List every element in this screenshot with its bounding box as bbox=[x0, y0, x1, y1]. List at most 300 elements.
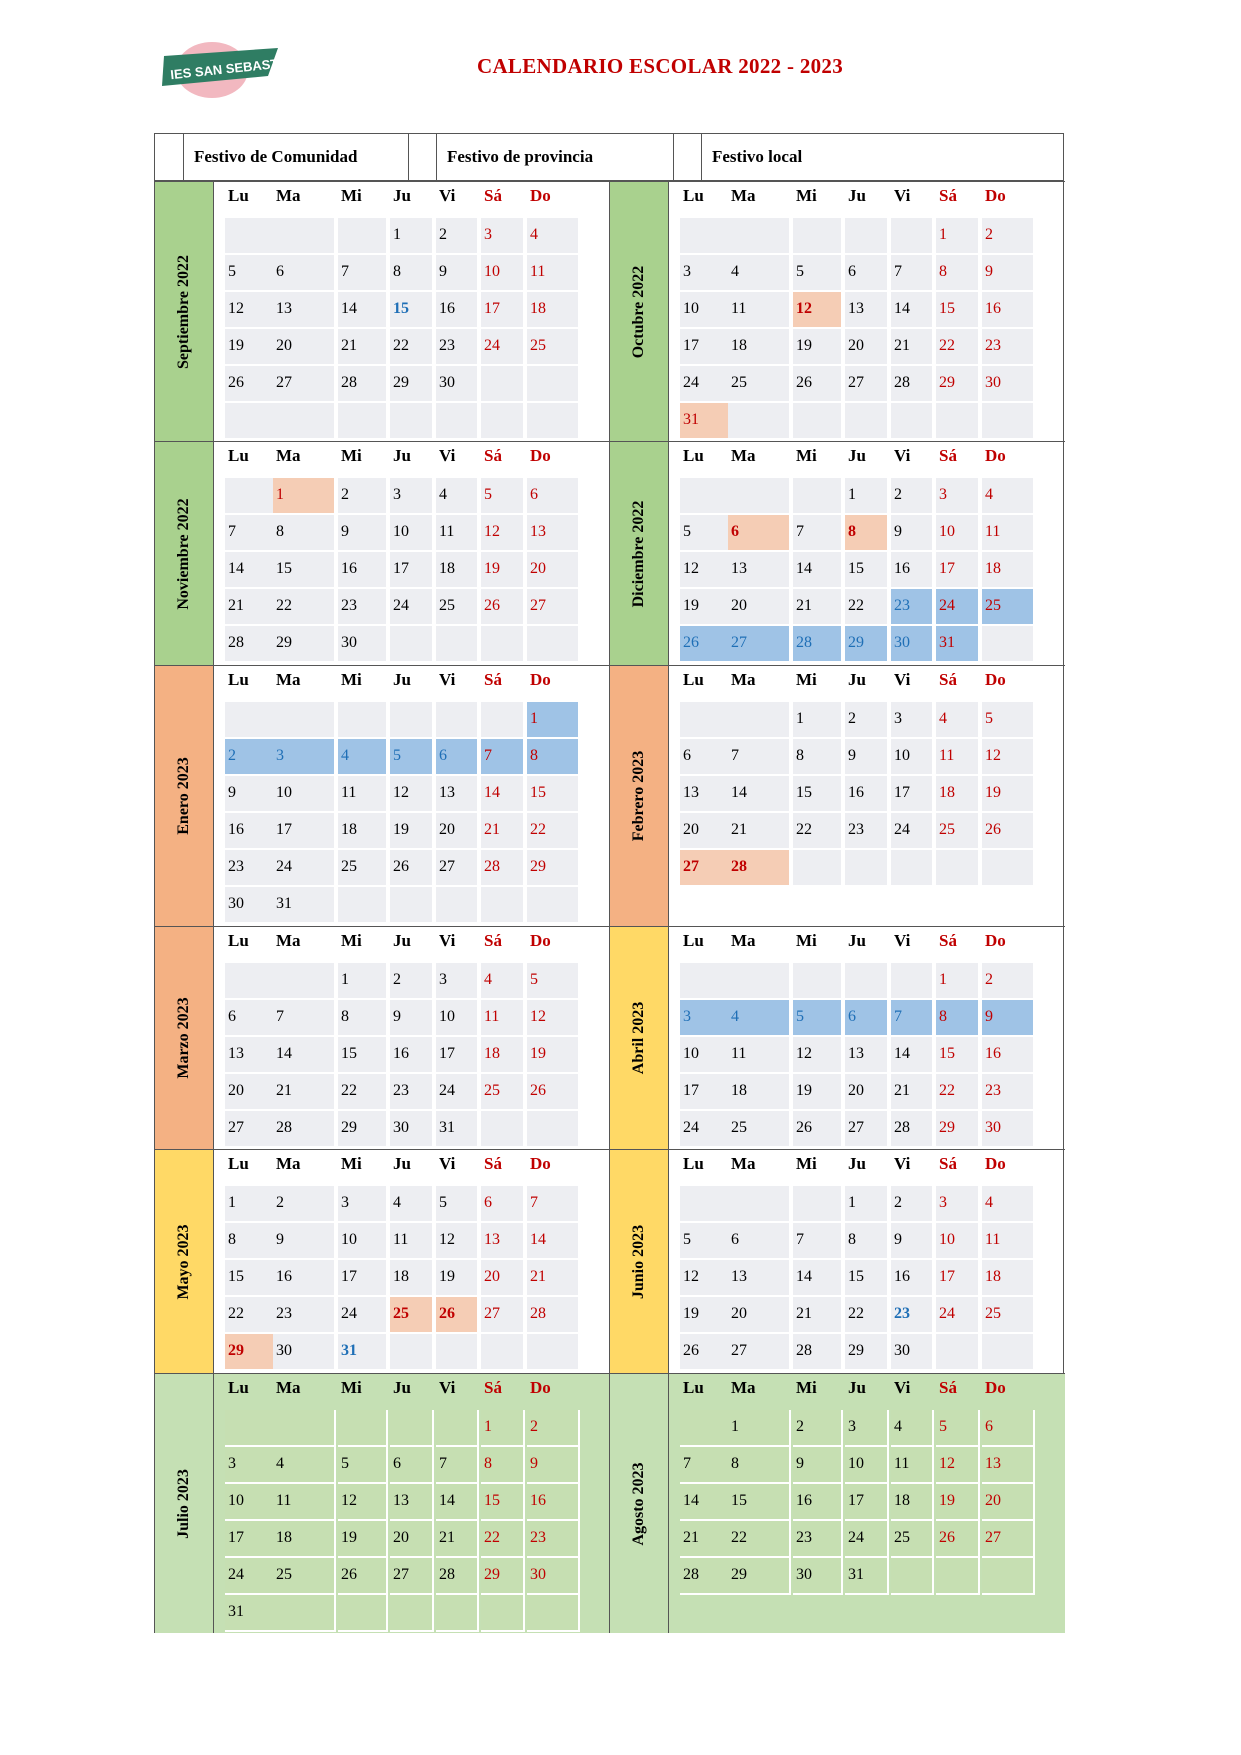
day-cell: 1 bbox=[338, 963, 388, 1000]
day-cell: 20 bbox=[982, 1484, 1035, 1521]
weekday-header: Mi bbox=[796, 670, 817, 689]
day-cell: 20 bbox=[273, 329, 336, 366]
day-cell: 4 bbox=[390, 1186, 434, 1223]
month-band bbox=[155, 927, 214, 1149]
weekday-header: Vi bbox=[894, 670, 911, 689]
day-cell: 8 bbox=[728, 1447, 791, 1484]
weekday-header: Vi bbox=[894, 446, 911, 465]
weekday-header: Ma bbox=[276, 670, 301, 689]
month-name: Abril 2023 bbox=[630, 1001, 647, 1075]
weekday-header: Mi bbox=[341, 931, 362, 950]
day-cell: 24 bbox=[680, 1111, 730, 1148]
day-cell: 2 bbox=[891, 1186, 934, 1223]
weekday-header: Vi bbox=[894, 186, 911, 205]
svg-text:IES SAN SEBASTIÁN: IES SAN SEBASTIÁN bbox=[169, 53, 302, 83]
day-cell: 26 bbox=[793, 366, 843, 403]
day-cell: 11 bbox=[481, 1000, 525, 1037]
weekday-header: Sá bbox=[939, 1378, 957, 1397]
day-cell: 27 bbox=[225, 1111, 275, 1148]
day-cell: 14 bbox=[680, 1484, 730, 1521]
day-cell bbox=[390, 626, 434, 663]
day-cell: 23 bbox=[225, 850, 275, 887]
day-cell: 14 bbox=[728, 776, 791, 813]
weekday-header: Sá bbox=[484, 446, 502, 465]
calendar-grid bbox=[154, 181, 1064, 1633]
day-cell: 28 bbox=[481, 850, 525, 887]
day-cell bbox=[728, 478, 791, 515]
day-cell bbox=[793, 850, 843, 887]
day-cell: 18 bbox=[891, 1484, 934, 1521]
day-cell: 5 bbox=[225, 255, 275, 292]
day-cell: 20 bbox=[728, 589, 791, 626]
day-cell: 26 bbox=[982, 813, 1035, 850]
day-cell: 31 bbox=[936, 626, 980, 663]
day-cell: 10 bbox=[936, 515, 980, 552]
day-cell: 23 bbox=[982, 1074, 1035, 1111]
day-cell bbox=[891, 218, 934, 255]
day-cell bbox=[680, 963, 730, 1000]
weekday-header: Ju bbox=[848, 446, 866, 465]
day-cell: 31 bbox=[273, 887, 336, 924]
day-cell: 7 bbox=[273, 1000, 336, 1037]
day-cell: 14 bbox=[891, 1037, 934, 1074]
day-cell: 5 bbox=[793, 1000, 843, 1037]
day-cell: 21 bbox=[891, 329, 934, 366]
day-cell: 4 bbox=[936, 702, 980, 739]
day-cell: 28 bbox=[338, 366, 388, 403]
day-cell bbox=[273, 218, 336, 255]
day-cell: 14 bbox=[225, 552, 275, 589]
day-cell bbox=[436, 1410, 479, 1447]
weekday-header: Mi bbox=[796, 186, 817, 205]
day-cell bbox=[527, 626, 580, 663]
day-cell: 24 bbox=[390, 589, 434, 626]
legend-label-local: Festivo local bbox=[712, 147, 803, 166]
day-cell bbox=[390, 1334, 434, 1371]
day-cell: 30 bbox=[891, 626, 934, 663]
day-cell: 29 bbox=[936, 1111, 980, 1148]
weekday-header: Vi bbox=[894, 1154, 911, 1173]
day-cell: 11 bbox=[390, 1223, 434, 1260]
day-cell: 9 bbox=[982, 1000, 1035, 1037]
day-cell: 26 bbox=[793, 1111, 843, 1148]
day-cell: 28 bbox=[728, 850, 791, 887]
day-cell bbox=[481, 1111, 525, 1148]
weekday-header: Ma bbox=[731, 1378, 756, 1397]
day-cell bbox=[225, 218, 275, 255]
day-cell: 16 bbox=[273, 1260, 336, 1297]
day-cell: 16 bbox=[225, 813, 275, 850]
month-name: Enero 2023 bbox=[175, 757, 192, 835]
day-cell: 18 bbox=[436, 552, 479, 589]
day-cell: 1 bbox=[273, 478, 336, 515]
month-block bbox=[155, 1149, 610, 1373]
day-cell bbox=[481, 1595, 525, 1632]
day-cell: 20 bbox=[481, 1260, 525, 1297]
day-cell: 27 bbox=[728, 1334, 791, 1371]
day-cell: 24 bbox=[273, 850, 336, 887]
day-cell bbox=[225, 478, 275, 515]
day-cell: 19 bbox=[936, 1484, 980, 1521]
day-cell: 15 bbox=[481, 1484, 525, 1521]
day-cell bbox=[436, 887, 479, 924]
day-cell: 24 bbox=[936, 1297, 980, 1334]
day-cell: 24 bbox=[936, 589, 980, 626]
weekday-header: Do bbox=[530, 186, 551, 205]
day-cell: 31 bbox=[436, 1111, 479, 1148]
day-cell: 26 bbox=[936, 1521, 980, 1558]
day-cell: 24 bbox=[891, 813, 934, 850]
month-block bbox=[610, 665, 1065, 926]
day-cell: 2 bbox=[982, 218, 1035, 255]
day-cell: 12 bbox=[793, 1037, 843, 1074]
weekday-header: Ju bbox=[393, 931, 411, 950]
day-cell bbox=[982, 1334, 1035, 1371]
day-cell bbox=[338, 1410, 388, 1447]
day-cell: 1 bbox=[793, 702, 843, 739]
month-band bbox=[610, 1150, 669, 1373]
day-cell: 21 bbox=[527, 1260, 580, 1297]
day-cell: 25 bbox=[273, 1558, 336, 1595]
day-cell bbox=[273, 1410, 336, 1447]
month-band bbox=[610, 666, 669, 926]
day-cell: 22 bbox=[273, 589, 336, 626]
day-cell: 8 bbox=[273, 515, 336, 552]
day-cell: 3 bbox=[891, 702, 934, 739]
weekday-header: Mi bbox=[796, 446, 817, 465]
day-cell: 12 bbox=[481, 515, 525, 552]
day-cell: 5 bbox=[680, 515, 730, 552]
weekday-header: Ma bbox=[731, 446, 756, 465]
day-cell: 18 bbox=[728, 329, 791, 366]
day-cell: 17 bbox=[891, 776, 934, 813]
day-cell bbox=[793, 1186, 843, 1223]
weekday-header: Ju bbox=[848, 1154, 866, 1173]
day-cell: 11 bbox=[338, 776, 388, 813]
day-cell: 19 bbox=[793, 1074, 843, 1111]
day-cell: 9 bbox=[390, 1000, 434, 1037]
day-cell: 7 bbox=[527, 1186, 580, 1223]
day-cell: 27 bbox=[436, 850, 479, 887]
day-cell bbox=[793, 478, 843, 515]
day-cell bbox=[225, 963, 275, 1000]
day-cell: 28 bbox=[436, 1558, 479, 1595]
day-cell: 5 bbox=[793, 255, 843, 292]
day-cell: 14 bbox=[527, 1223, 580, 1260]
day-cell bbox=[481, 403, 525, 440]
day-cell bbox=[728, 1186, 791, 1223]
day-cell: 27 bbox=[273, 366, 336, 403]
weekday-header: Ju bbox=[393, 446, 411, 465]
month-name: Diciembre 2022 bbox=[630, 500, 647, 607]
day-cell: 19 bbox=[680, 1297, 730, 1334]
day-cell bbox=[436, 626, 479, 663]
day-cell: 1 bbox=[845, 478, 889, 515]
day-cell: 23 bbox=[891, 589, 934, 626]
day-cell: 2 bbox=[273, 1186, 336, 1223]
day-cell: 29 bbox=[273, 626, 336, 663]
day-cell: 9 bbox=[225, 776, 275, 813]
day-cell bbox=[936, 850, 980, 887]
weekday-header: Lu bbox=[228, 931, 249, 950]
day-cell: 26 bbox=[390, 850, 434, 887]
day-cell: 23 bbox=[390, 1074, 434, 1111]
day-cell: 16 bbox=[390, 1037, 434, 1074]
day-cell: 20 bbox=[527, 552, 580, 589]
day-cell: 4 bbox=[728, 255, 791, 292]
weekday-header: Lu bbox=[228, 1378, 249, 1397]
day-cell bbox=[436, 702, 479, 739]
day-cell: 18 bbox=[728, 1074, 791, 1111]
day-cell: 9 bbox=[982, 255, 1035, 292]
day-cell: 18 bbox=[481, 1037, 525, 1074]
day-cell: 31 bbox=[845, 1558, 889, 1595]
weekday-header: Lu bbox=[683, 1154, 704, 1173]
day-cell: 1 bbox=[728, 1410, 791, 1447]
day-cell: 24 bbox=[845, 1521, 889, 1558]
day-cell: 23 bbox=[273, 1297, 336, 1334]
day-cell: 19 bbox=[338, 1521, 388, 1558]
day-cell: 21 bbox=[481, 813, 525, 850]
day-cell: 23 bbox=[891, 1297, 934, 1334]
day-cell bbox=[936, 1334, 980, 1371]
weekday-header: Ma bbox=[276, 446, 301, 465]
day-cell: 12 bbox=[936, 1447, 980, 1484]
day-cell: 18 bbox=[338, 813, 388, 850]
day-cell: 18 bbox=[936, 776, 980, 813]
weekday-header: Lu bbox=[683, 446, 704, 465]
day-cell: 15 bbox=[225, 1260, 275, 1297]
weekday-header: Lu bbox=[683, 931, 704, 950]
day-cell: 2 bbox=[390, 963, 434, 1000]
weekday-header: Ju bbox=[848, 1378, 866, 1397]
legend-swatch-local bbox=[673, 134, 702, 180]
weekday-header: Lu bbox=[683, 186, 704, 205]
day-cell: 8 bbox=[390, 255, 434, 292]
day-cell: 27 bbox=[845, 1111, 889, 1148]
weekday-header: Vi bbox=[439, 186, 456, 205]
day-cell: 9 bbox=[845, 739, 889, 776]
day-cell: 25 bbox=[527, 329, 580, 366]
day-cell bbox=[845, 850, 889, 887]
day-cell bbox=[273, 963, 336, 1000]
day-cell: 1 bbox=[845, 1186, 889, 1223]
weekday-header: Do bbox=[985, 1154, 1006, 1173]
day-cell: 4 bbox=[436, 478, 479, 515]
day-cell bbox=[338, 887, 388, 924]
day-cell: 16 bbox=[436, 292, 479, 329]
day-cell: 15 bbox=[728, 1484, 791, 1521]
day-cell: 19 bbox=[982, 776, 1035, 813]
month-band bbox=[155, 1150, 214, 1373]
day-cell: 22 bbox=[225, 1297, 275, 1334]
day-cell bbox=[982, 850, 1035, 887]
day-cell: 18 bbox=[527, 292, 580, 329]
day-cell: 21 bbox=[225, 589, 275, 626]
weekday-header: Mi bbox=[796, 931, 817, 950]
day-cell: 3 bbox=[225, 1447, 275, 1484]
day-cell: 6 bbox=[845, 255, 889, 292]
weekday-header: Vi bbox=[439, 670, 456, 689]
weekday-header: Lu bbox=[228, 446, 249, 465]
month-name: Agosto 2023 bbox=[630, 1461, 647, 1546]
weekday-header: Do bbox=[530, 1378, 551, 1397]
day-cell: 3 bbox=[936, 1186, 980, 1223]
day-cell: 23 bbox=[793, 1521, 843, 1558]
day-cell: 29 bbox=[936, 366, 980, 403]
day-cell: 11 bbox=[982, 1223, 1035, 1260]
day-cell bbox=[390, 702, 434, 739]
day-cell: 4 bbox=[728, 1000, 791, 1037]
day-cell: 7 bbox=[891, 1000, 934, 1037]
day-cell: 10 bbox=[390, 515, 434, 552]
day-cell: 25 bbox=[982, 1297, 1035, 1334]
weekday-header: Sá bbox=[939, 670, 957, 689]
day-cell: 6 bbox=[845, 1000, 889, 1037]
day-cell: 21 bbox=[793, 1297, 843, 1334]
day-cell: 24 bbox=[436, 1074, 479, 1111]
month-band bbox=[610, 442, 669, 665]
month-band bbox=[610, 182, 669, 441]
day-cell bbox=[793, 963, 843, 1000]
weekday-header: Sá bbox=[484, 186, 502, 205]
day-cell: 20 bbox=[680, 813, 730, 850]
day-cell: 13 bbox=[436, 776, 479, 813]
day-cell: 26 bbox=[436, 1297, 479, 1334]
day-cell: 7 bbox=[891, 255, 934, 292]
month-name: Mayo 2023 bbox=[175, 1223, 192, 1300]
weekday-header: Ju bbox=[393, 1154, 411, 1173]
day-cell bbox=[982, 1558, 1035, 1595]
day-cell bbox=[390, 1410, 434, 1447]
month-band bbox=[610, 1374, 669, 1633]
day-cell: 7 bbox=[481, 739, 525, 776]
day-cell: 25 bbox=[338, 850, 388, 887]
day-cell bbox=[845, 963, 889, 1000]
day-cell: 30 bbox=[982, 1111, 1035, 1148]
day-cell bbox=[527, 887, 580, 924]
day-cell: 15 bbox=[845, 1260, 889, 1297]
day-cell: 21 bbox=[728, 813, 791, 850]
day-cell: 27 bbox=[481, 1297, 525, 1334]
weekday-header: Do bbox=[530, 446, 551, 465]
day-cell bbox=[273, 702, 336, 739]
day-cell: 5 bbox=[390, 739, 434, 776]
day-cell: 4 bbox=[982, 478, 1035, 515]
day-cell: 11 bbox=[527, 255, 580, 292]
day-cell: 8 bbox=[845, 515, 889, 552]
day-cell bbox=[390, 887, 434, 924]
legend-label-provincia: Festivo de provincia bbox=[447, 147, 594, 166]
day-cell: 22 bbox=[936, 329, 980, 366]
month-name: Octubre 2022 bbox=[630, 265, 647, 358]
day-cell bbox=[338, 702, 388, 739]
day-cell: 12 bbox=[225, 292, 275, 329]
day-cell bbox=[728, 218, 791, 255]
day-cell: 6 bbox=[728, 1223, 791, 1260]
day-cell: 6 bbox=[436, 739, 479, 776]
day-cell: 20 bbox=[436, 813, 479, 850]
day-cell: 22 bbox=[527, 813, 580, 850]
weekday-header: Ma bbox=[731, 1154, 756, 1173]
day-cell: 20 bbox=[225, 1074, 275, 1111]
month-block bbox=[155, 926, 610, 1149]
weekday-header: Sá bbox=[939, 186, 957, 205]
day-cell: 7 bbox=[793, 515, 843, 552]
day-cell: 3 bbox=[680, 255, 730, 292]
day-cell: 16 bbox=[982, 1037, 1035, 1074]
weekday-header: Do bbox=[985, 1378, 1006, 1397]
day-cell: 31 bbox=[225, 1595, 275, 1632]
day-cell: 12 bbox=[436, 1223, 479, 1260]
day-cell: 29 bbox=[225, 1334, 275, 1371]
day-cell: 8 bbox=[481, 1447, 525, 1484]
weekday-header: Lu bbox=[228, 1154, 249, 1173]
weekday-header: Sá bbox=[484, 931, 502, 950]
legend-swatch-comunidad bbox=[155, 134, 184, 180]
weekday-header: Do bbox=[985, 931, 1006, 950]
day-cell: 28 bbox=[273, 1111, 336, 1148]
day-cell: 17 bbox=[680, 1074, 730, 1111]
day-cell: 22 bbox=[793, 813, 843, 850]
month-name: Julio 2023 bbox=[175, 1468, 192, 1539]
day-cell: 19 bbox=[680, 589, 730, 626]
day-cell: 28 bbox=[891, 1111, 934, 1148]
legend-label-comunidad: Festivo de Comunidad bbox=[194, 147, 358, 166]
day-cell: 5 bbox=[481, 478, 525, 515]
day-cell: 14 bbox=[338, 292, 388, 329]
day-cell: 10 bbox=[273, 776, 336, 813]
day-cell: 30 bbox=[793, 1558, 843, 1595]
day-cell: 11 bbox=[891, 1447, 934, 1484]
weekday-header: Mi bbox=[341, 186, 362, 205]
day-cell bbox=[728, 963, 791, 1000]
month-band bbox=[155, 442, 214, 665]
day-cell: 25 bbox=[436, 589, 479, 626]
day-cell: 9 bbox=[891, 515, 934, 552]
day-cell bbox=[481, 887, 525, 924]
legend bbox=[154, 133, 1064, 181]
legend-swatch-provincia bbox=[408, 134, 437, 180]
day-cell: 1 bbox=[481, 1410, 525, 1447]
day-cell: 5 bbox=[527, 963, 580, 1000]
day-cell bbox=[527, 1111, 580, 1148]
day-cell bbox=[273, 1595, 336, 1632]
day-cell: 10 bbox=[845, 1447, 889, 1484]
day-cell bbox=[436, 403, 479, 440]
day-cell: 14 bbox=[891, 292, 934, 329]
day-cell: 14 bbox=[436, 1484, 479, 1521]
day-cell: 27 bbox=[390, 1558, 434, 1595]
day-cell: 1 bbox=[225, 1186, 275, 1223]
day-cell bbox=[728, 403, 791, 440]
page-title: CALENDARIO ESCOLAR 2022 - 2023 bbox=[476, 54, 844, 78]
day-cell: 30 bbox=[225, 887, 275, 924]
day-cell: 9 bbox=[273, 1223, 336, 1260]
day-cell: 7 bbox=[436, 1447, 479, 1484]
day-cell: 23 bbox=[338, 589, 388, 626]
day-cell: 12 bbox=[390, 776, 434, 813]
day-cell: 9 bbox=[793, 1447, 843, 1484]
day-cell: 13 bbox=[273, 292, 336, 329]
day-cell: 15 bbox=[390, 292, 434, 329]
day-cell: 13 bbox=[225, 1037, 275, 1074]
day-cell: 17 bbox=[436, 1037, 479, 1074]
day-cell: 29 bbox=[845, 1334, 889, 1371]
day-cell: 1 bbox=[390, 218, 434, 255]
day-cell: 28 bbox=[225, 626, 275, 663]
month-name: Noviembre 2022 bbox=[175, 497, 192, 610]
